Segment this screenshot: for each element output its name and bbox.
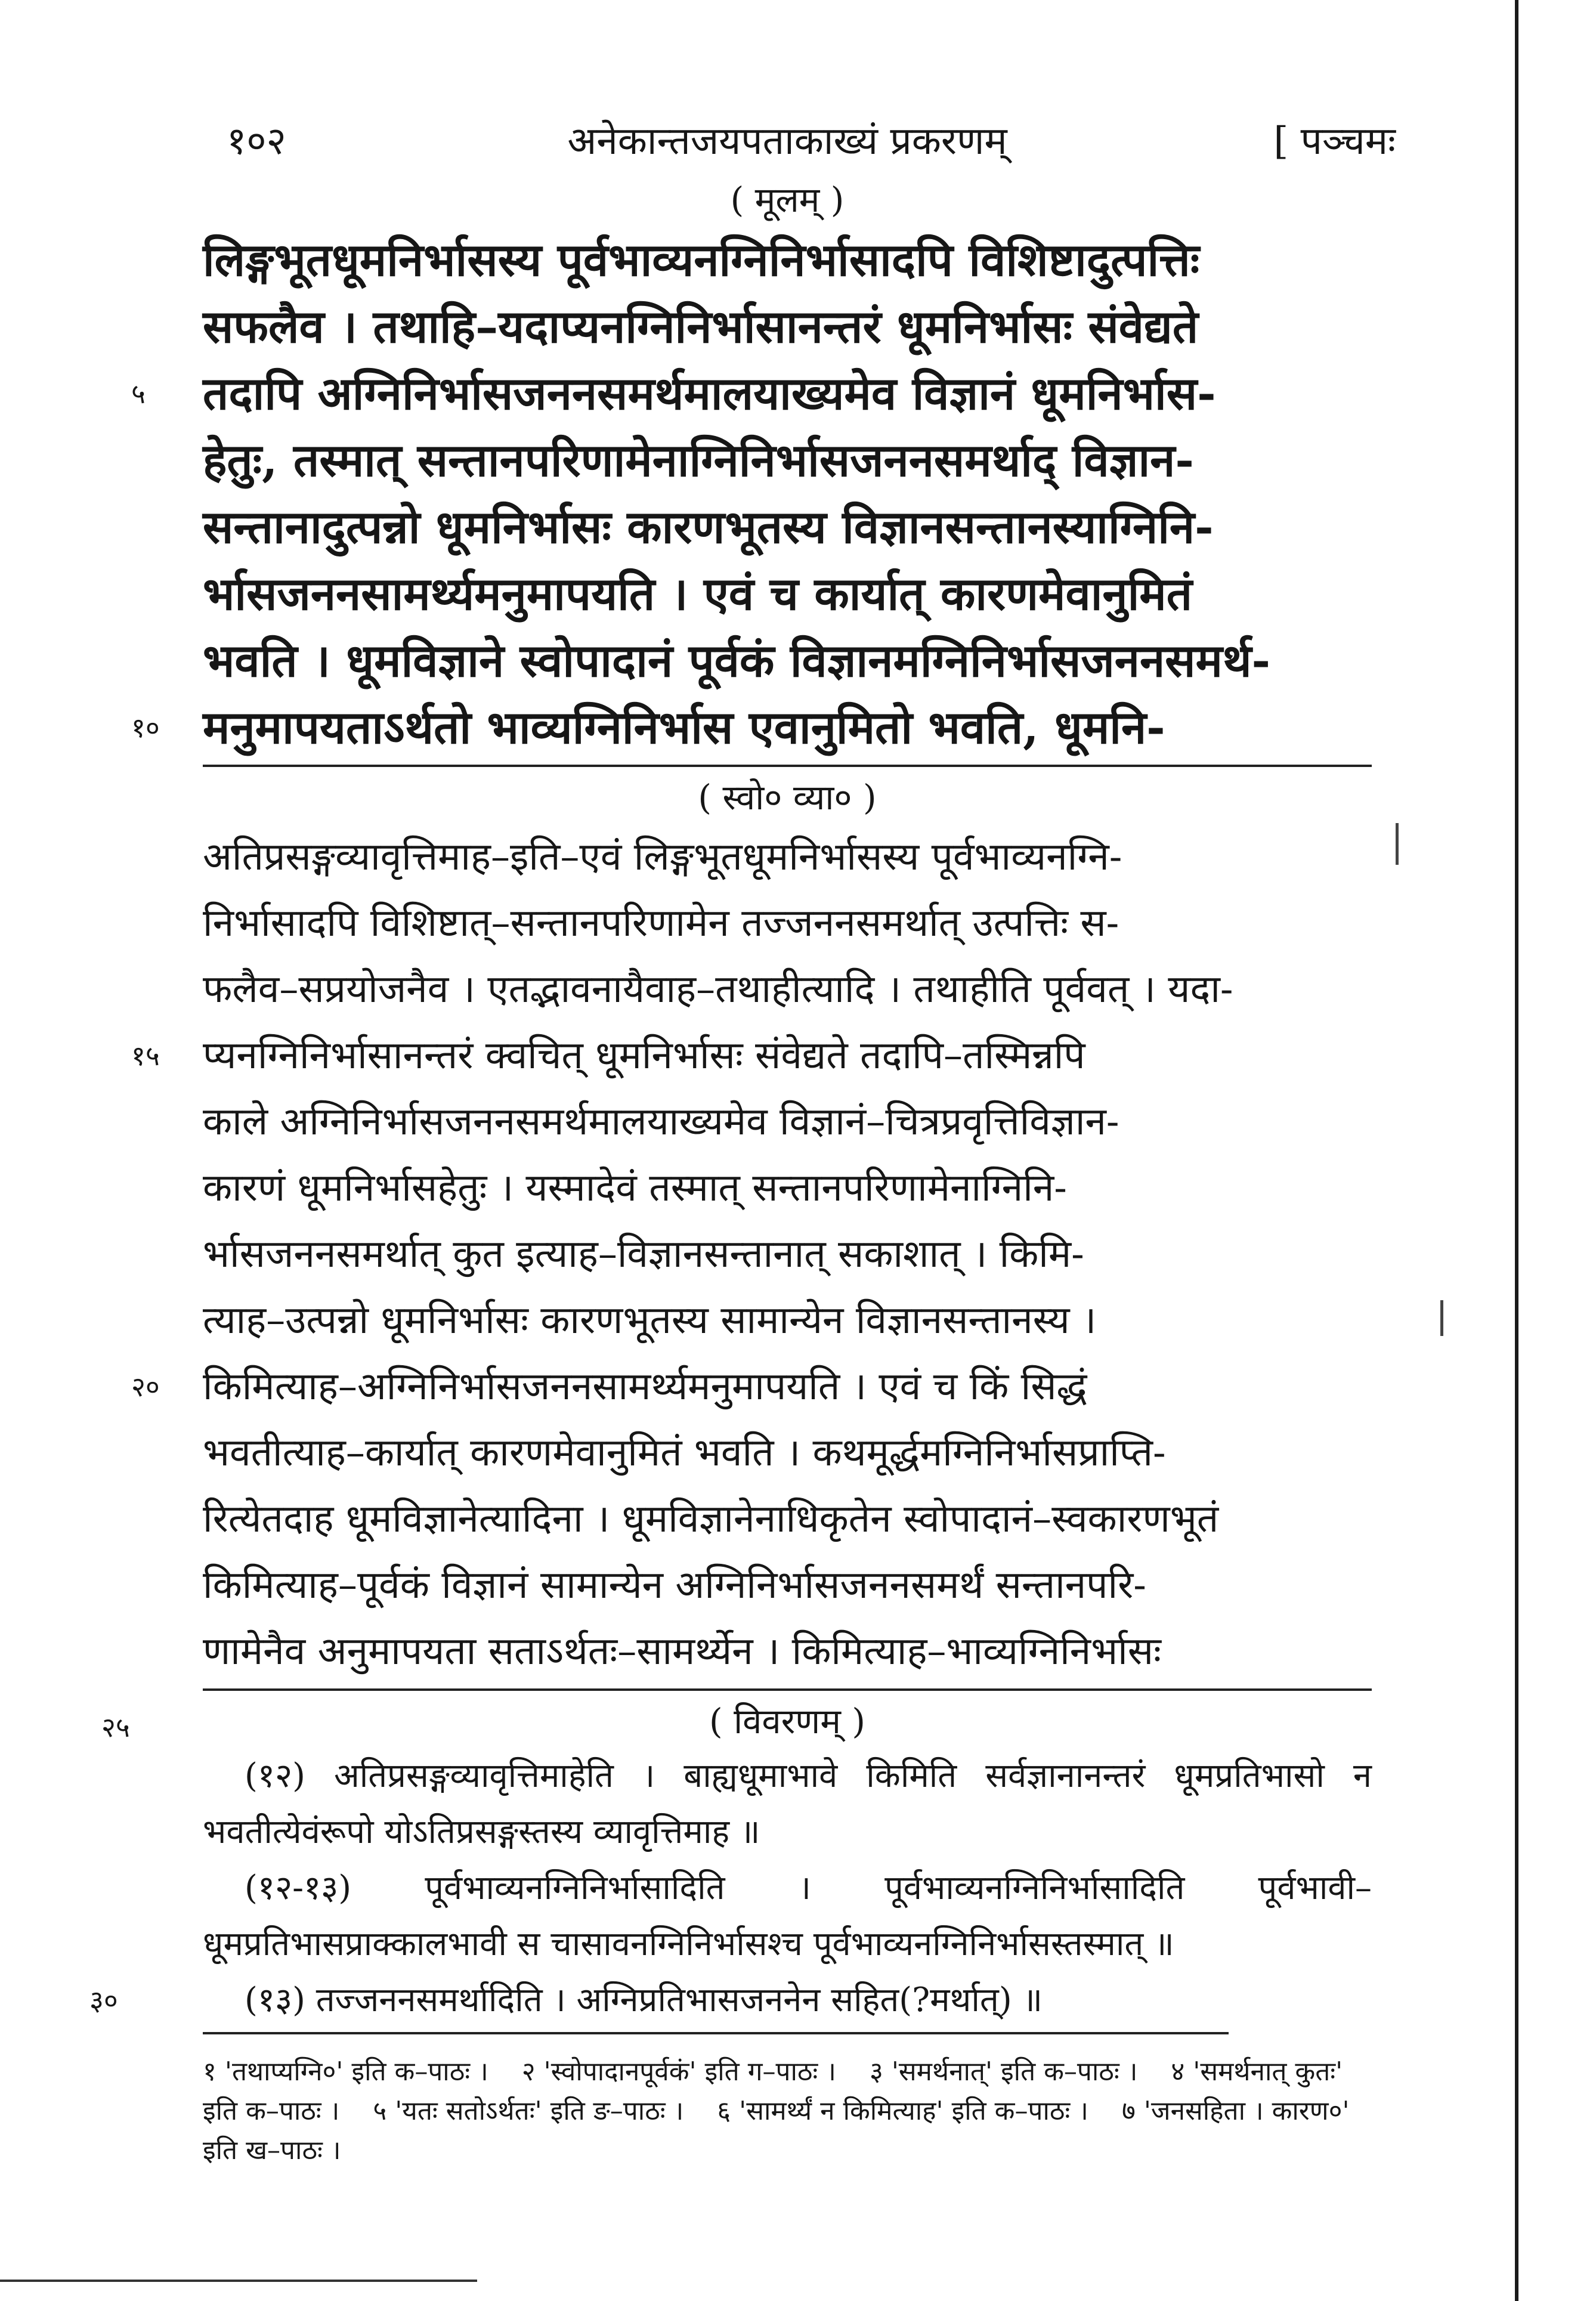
scan-mark [1440,1300,1443,1336]
text-line: सफलैव । तथाहि–यदाप्यनग्निनिर्भासानन्तरं धूमनिर्भासः संवेद्यते [203,300,1199,353]
line-number: १५ [131,1040,160,1072]
scan-bottom-rule [0,2280,477,2282]
vivarana-text [89,1748,1372,2028]
footnote: ४ 'समर्थनात् कुतः' इति क–पाठः । [203,2056,1343,2126]
footnote: ३ 'समर्थनात्' इति क–पाठः । [869,2056,1138,2087]
text-line: भवतीत्याह–कार्यात् कारणमेवानुमितं भवति । कथमूर्द्धमग्निनिर्भासप्राप्ति- [203,1431,1166,1475]
line-number: ३० [89,1984,118,2017]
text-line: किमित्याह–पूर्वकं विज्ञानं सामान्येन अग्निनिर्भासजननसमर्थं सन्तानपरि- [203,1563,1146,1607]
text-line: र्भासजननसामर्थ्यमनुमापयति । एवं च कार्यात् कारणमेवानुमितं [203,567,1193,620]
text-line: काले अग्निनिर्भासजननसमर्थमालयाख्यमेव विज्ञानं–चित्रप्रवृत्तिविज्ञान- [203,1100,1119,1144]
text-line: २० किमित्याह–अग्निनिर्भासजननसामर्थ्यमनुमापयति । एवं च किं सिद्धं [203,1354,1372,1420]
section-divider [203,1688,1372,1691]
text-line: भवति । धूमविज्ञाने स्वोपादानं पूर्वकं विज्ञानमग्निनिर्भासजननसमर्थ- [203,634,1271,687]
footnote: १ 'तथाप्यग्नि०' इति क–पाठः । [203,2056,488,2087]
text-line: फलैव–सप्रयोजनैव । एतद्भावनायैवाह–तथाहीत्यादि । तथाहीति पूर्ववत् । यदा- [203,967,1233,1012]
mula-label: ( मूलम् ) [730,180,845,220]
page-number: १०२ [227,119,286,163]
text-line: निर्भासादपि विशिष्टात्–सन्तानपरिणामेन तज्जननसमर्थात् उत्पत्तिः स- [203,901,1119,945]
mula-text [131,227,1372,761]
footnote: २ 'स्वोपादानपूर्वकं' इति ग–पाठः । [521,2056,836,2087]
section-divider [203,765,1372,767]
text-paragraph: ३० (१३) तज्जननसमर्थादिति । अग्निप्रतिभासजननेन सहित(?मर्थात्) ॥ [203,1972,1372,2028]
running-header [203,107,1396,173]
text-line: णामेनैव अनुमापयता सताऽर्थतः–सामर्थ्येन । किमित्याह–भाव्यग्निनिर्भासः [203,1629,1161,1674]
scan-mark [1396,823,1399,865]
vivarana-label: २५ ( विवरणम् ) [203,1694,1372,1748]
line-number: १० [131,712,160,744]
text-line: सन्तानादुत्पन्नो धूमनिर्भासः कारणभूतस्य विज्ञानसन्तानस्याग्निनि- [203,500,1214,553]
scan-margin-rule [1515,0,1518,2301]
text-line: कारणं धूमनिर्भासहेतुः । यस्मादेवं तस्मात् सन्तानपरिणामेनाग्निनि- [203,1166,1067,1210]
text-line: १० मनुमापयताऽर्थतो भाव्यग्निनिर्भास एवानुमितो भवति, धूमनि- [203,694,1372,761]
chapter-label: [ पञ्चमः [1273,119,1396,163]
footnotes [203,2052,1372,2170]
text-paragraph: (१२) अतिप्रसङ्गव्यावृत्तिमाहेति । बाह्यधूमाभावे किमिति सर्वज्ञानानन्तरं धूमप्रतिभासो न भवतीत्येवंरूपो योऽतिप्रसङ्गस्तस्य व्यावृत्तिमाह ॥ [203,1756,1372,1851]
footnote: ५ 'यतः सतोऽर्थतः' इति ङ–पाठः । [373,2096,684,2126]
text-line: ५ तदापि अग्निनिर्भासजननसमर्थमालयाख्यमेव विज्ञानं धूमनिर्भास- [203,360,1372,427]
page [89,107,1396,2170]
text-line: रित्येतदाह धूमविज्ञानेत्यादिना । धूमविज्ञानेनाधिकृतेन स्वोपादानं–स्वकारणभूतं [203,1497,1219,1541]
line-number: २० [131,1371,160,1403]
vyakhya-label: ( स्वो० व्या० ) [698,777,877,818]
vyakhya-text [131,824,1372,1685]
text-line: अतिप्रसङ्गव्यावृत्तिमाह–इति–एवं लिङ्गभूतधूमनिर्भासस्य पूर्वभाव्यनग्नि- [203,835,1122,879]
text-line: र्भासजननसमर्थात् कुत इत्याह–विज्ञानसन्तानात् सकाशात् । किमि- [203,1232,1084,1276]
text-line: १५ प्यनग्निनिर्भासानन्तरं क्वचित् धूमनिर्भासः संवेद्यते तदापि–तस्मिन्नपि [203,1023,1372,1089]
line-number: ५ [131,378,146,410]
line-number: २५ [101,1711,130,1743]
text-line: हेतुः, तस्मात् सन्तानपरिणामेनाग्निनिर्भासजननसमर्थाद् विज्ञान- [203,434,1194,487]
running-title: अनेकान्तजयपताकाख्यं प्रकरणम् [567,119,1007,163]
footnote: ६ 'सामर्थ्यं न किमित्याह' इति क–पाठः । [717,2096,1088,2126]
text-line: त्याह–उत्पन्नो धूमनिर्भासः कारणभूतस्य सामान्येन विज्ञानसन्तानस्य । [203,1298,1097,1343]
footnote: ७ 'जनसहिता । कारण०' इति ख–पाठः । [203,2096,1350,2166]
footnote-divider [203,2032,1229,2034]
text-line: लिङ्गभूतधूमनिर्भासस्य पूर्वभाव्यनग्निनिर्भासादपि विशिष्टादुत्पत्तिः [203,233,1200,286]
text-paragraph: (१२-१३) पूर्वभाव्यनग्निनिर्भासादिति । पूर्वभाव्यनग्निनिर्भासादिति पूर्वभावी– धूमप्रतिभासप्राक्कालभावी स चासावनग्निनिर्भासश्च पूर्वभाव्यनग्निनिर्भासस्तस्मात् ॥ [203,1869,1372,1963]
